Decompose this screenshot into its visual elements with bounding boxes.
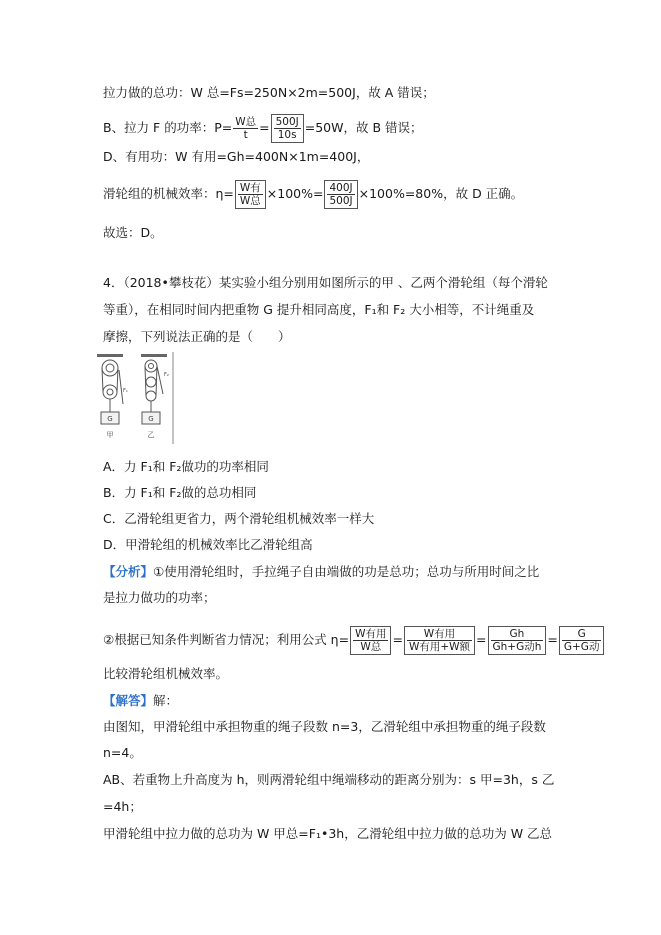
analysis-formula-line bbox=[103, 626, 605, 655]
fraction bbox=[559, 626, 605, 655]
analysis-line: 是拉力做功的功率； bbox=[103, 590, 216, 605]
numerator: G bbox=[562, 628, 602, 641]
text-fragment: = bbox=[547, 632, 558, 647]
force-label-f2: F₂ bbox=[164, 372, 169, 378]
figure-label-left: 甲 bbox=[106, 431, 114, 439]
pulley-diagram bbox=[93, 352, 175, 444]
weight-label-right: G bbox=[148, 415, 154, 423]
solution-line: AB、若重物上升高度为 h，则两滑轮组中绳端移动的距离分别为：s 甲=3h，s 乙 bbox=[103, 772, 555, 787]
question-line: 4．（2018•攀枝花）某实验小组分别用如图所示的甲 、乙两个滑轮组（每个滑轮 bbox=[103, 275, 548, 290]
text-fragment: ×100%= bbox=[266, 186, 324, 201]
denominator: 500J bbox=[329, 195, 353, 207]
text-fragment: =50W，故 B 错误； bbox=[304, 120, 423, 135]
option-a: A．力 F₁和 F₂做功的功率相同 bbox=[103, 459, 269, 474]
numerator: W有用 bbox=[407, 628, 472, 641]
option-d: D．甲滑轮组的机械效率比乙滑轮组高 bbox=[103, 537, 313, 552]
fraction bbox=[350, 626, 391, 655]
text-line: 故选：D。 bbox=[103, 225, 163, 240]
ceiling-left bbox=[97, 354, 123, 357]
numerator: 500J bbox=[275, 116, 299, 128]
denominator: 10s bbox=[277, 129, 297, 141]
text-line: 拉力做的总功：W 总=Fs=250N×2m=500J，故 A 错误； bbox=[103, 85, 435, 100]
solution-line: =4h； bbox=[103, 799, 142, 814]
denominator: W总 bbox=[360, 641, 382, 653]
solution-line: 由图知，甲滑轮组中承担物重的绳子段数 n=3，乙滑轮组中承担物重的绳子段数 bbox=[103, 719, 546, 734]
analysis-line bbox=[103, 563, 539, 581]
question-line: 等重），在相同时间内把重物 G 提升相同高度，F₁和 F₂ 大小相等，不计绳重及 bbox=[103, 302, 535, 317]
question-line: 摩擦，下列说法正确的是（ ） bbox=[103, 329, 291, 344]
text-line bbox=[103, 180, 523, 209]
figure-label-right: 乙 bbox=[147, 431, 155, 439]
numerator: W有用 bbox=[355, 628, 387, 640]
fraction bbox=[324, 180, 357, 209]
fraction bbox=[235, 180, 266, 209]
text-line: D、有用功：W 有用=Gh=400N×1m=400J， bbox=[103, 149, 370, 164]
fraction bbox=[488, 626, 547, 655]
numerator: W总 bbox=[235, 116, 257, 128]
text-fragment: = bbox=[259, 120, 270, 135]
solution-heading bbox=[103, 692, 178, 710]
text-fragment: = bbox=[392, 632, 403, 647]
text-fragment: = bbox=[476, 632, 487, 647]
denominator: G+G动 bbox=[563, 641, 600, 653]
text-line bbox=[103, 114, 423, 143]
denominator: W总 bbox=[239, 195, 261, 207]
denominator: Gh+G动h bbox=[492, 641, 542, 653]
analysis-line: 比较滑轮组机械效率。 bbox=[103, 666, 229, 681]
pulley-figure bbox=[93, 352, 175, 444]
solution-line: 甲滑轮组中拉力做的总功为 W 甲总=F₁•3h，乙滑轮组中拉力做的总功为 W 乙总 bbox=[103, 826, 553, 841]
numerator: Gh bbox=[491, 628, 544, 641]
text-fragment: B、拉力 F 的功率：P= bbox=[103, 120, 233, 135]
denominator: W有用+W额 bbox=[408, 641, 471, 653]
solution-line: n=4。 bbox=[103, 745, 142, 760]
text-fragment: 解： bbox=[153, 693, 179, 708]
text-fragment: 滑轮组的机械效率：η= bbox=[103, 186, 234, 201]
solution-tag: 【解答】 bbox=[103, 693, 154, 708]
text-fragment: ②根据已知条件判断省力情况；利用公式 η= bbox=[103, 632, 350, 647]
text-fragment: ①使用滑轮组时，手拉绳子自由端做的功是总功；总功与所用时间之比 bbox=[153, 564, 540, 579]
fraction bbox=[404, 626, 475, 655]
fraction bbox=[233, 116, 258, 141]
numerator: W有 bbox=[239, 182, 261, 194]
ceiling-right bbox=[141, 354, 167, 357]
numerator: 400J bbox=[329, 182, 353, 194]
force-label-f1: F₁ bbox=[123, 388, 128, 394]
option-b: B．力 F₁和 F₂做的总功相同 bbox=[103, 485, 257, 500]
denominator: t bbox=[243, 129, 248, 141]
fraction bbox=[271, 114, 304, 143]
weight-label-left: G bbox=[107, 415, 113, 423]
text-fragment: ×100%=80%，故 D 正确。 bbox=[358, 186, 524, 201]
analysis-tag: 【分析】 bbox=[103, 564, 154, 579]
option-c: C．乙滑轮组更省力，两个滑轮组机械效率一样大 bbox=[103, 511, 375, 526]
